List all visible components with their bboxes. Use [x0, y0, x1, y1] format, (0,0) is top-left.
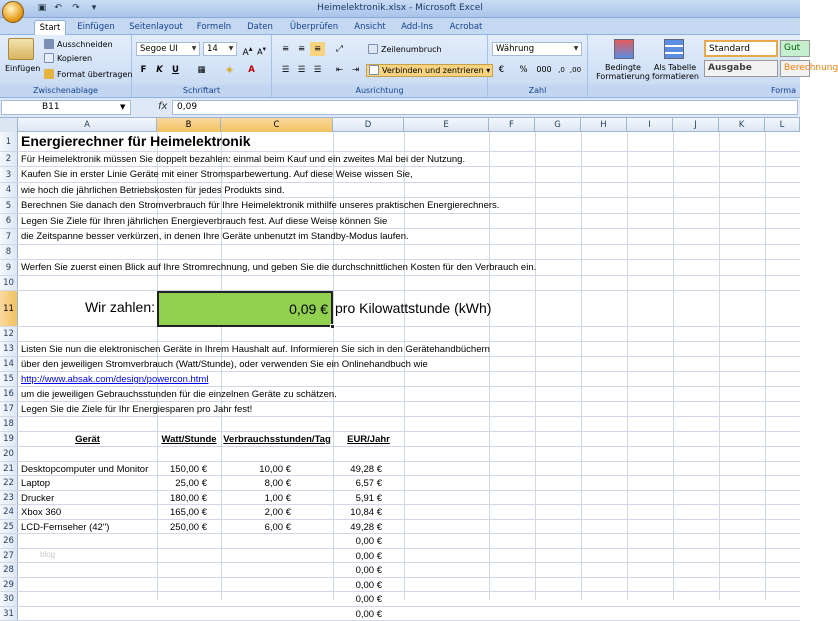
increase-decimal-icon[interactable]: ,0	[558, 66, 565, 74]
row-header[interactable]: 6	[0, 214, 18, 228]
table-row	[0, 229, 800, 245]
column-header-k[interactable]: K	[719, 118, 765, 132]
row-header[interactable]: 4	[0, 183, 18, 197]
font-size-select[interactable]	[203, 42, 237, 56]
column-header-i[interactable]: I	[627, 118, 673, 132]
table-row	[0, 505, 800, 520]
grow-font-button[interactable]: A▴	[242, 44, 253, 58]
intro-text[interactable]: Berechnen Sie danach den Stromverbrauch für Ihre Heimelektronik mithilfe unseres praktischen Energierechners.	[21, 200, 500, 211]
wrap-label: Zeilenumbruch	[381, 45, 442, 54]
eur-cell[interactable]: 0,00 €	[355, 580, 382, 591]
eur-cell[interactable]: 0,00 €	[355, 609, 382, 620]
scissors-icon	[44, 39, 54, 49]
fx-icon[interactable]: fx	[158, 101, 168, 112]
formula-input[interactable]: 0,09	[172, 100, 798, 115]
style-gut[interactable]: Gut	[780, 40, 810, 57]
watt-cell[interactable]: 150,00 €	[170, 464, 207, 475]
clipboard-group-label: Zwischenablage	[0, 85, 131, 96]
underline-button[interactable]: U	[172, 65, 179, 75]
number-group-label: Zahl	[488, 85, 587, 96]
row-header[interactable]: 25	[0, 520, 18, 533]
hours-cell[interactable]: 1,00 €	[264, 493, 291, 504]
intro-text[interactable]: Für Heimelektronik müssen Sie doppelt bezahlen: einmal beim Kauf und ein zweites Mal bei der Nutzung.	[21, 154, 466, 165]
paste-button[interactable]: Einfügen	[5, 64, 41, 73]
row-header[interactable]: 23	[0, 491, 18, 504]
tab-formeln[interactable]: Formeln	[196, 22, 232, 32]
merge-icon	[369, 65, 379, 75]
table-row	[0, 563, 800, 578]
tab-einfuegen[interactable]: Einfügen	[77, 22, 115, 32]
instruction-text[interactable]: Legen Sie die Ziele für Ihr Energiesparen pro Jahr fest!	[21, 404, 253, 415]
energy-price-value: 0,09 €	[289, 301, 328, 317]
eur-cell[interactable]: 0,00 €	[355, 551, 382, 562]
undo-icon[interactable]: ↶	[54, 3, 62, 13]
row-header[interactable]: 22	[0, 476, 18, 490]
eur-cell[interactable]: 0,00 €	[355, 536, 382, 547]
italic-button[interactable]: K	[156, 65, 163, 75]
row-header[interactable]: 17	[0, 402, 18, 416]
table-row	[0, 327, 800, 342]
row-header[interactable]: 2	[0, 152, 18, 166]
font-family-select[interactable]	[136, 42, 200, 56]
eur-cell[interactable]: 49,28 €	[350, 464, 382, 475]
indent-decrease-icon[interactable]: ⇤	[335, 65, 344, 75]
redo-icon[interactable]: ↷	[72, 3, 80, 13]
window-title: Heimelektronik.xlsx - Microsoft Excel	[317, 3, 483, 13]
format-as-table-button[interactable]: Als Tabelle formatieren	[652, 63, 699, 81]
column-headers	[0, 118, 800, 132]
format-painter-button[interactable]	[44, 69, 133, 80]
eur-cell[interactable]: 0,00 €	[355, 565, 382, 576]
alignment-group	[272, 35, 491, 97]
device-cell[interactable]: LCD-Fernseher (42")	[21, 522, 110, 533]
alignment-group-label: Ausrichtung	[272, 85, 487, 96]
row-header[interactable]: 11	[0, 291, 18, 326]
font-color-icon[interactable]: A	[248, 65, 255, 75]
tab-ueberpruefen[interactable]: Überprüfen	[289, 22, 339, 32]
align-left-icon[interactable]: ☰	[281, 65, 290, 75]
row-header[interactable]: 16	[0, 387, 18, 401]
align-center-icon[interactable]: ☰	[297, 65, 306, 75]
column-header-c[interactable]: C	[221, 118, 333, 132]
column-header-a[interactable]: A	[18, 118, 157, 132]
table-row	[0, 260, 800, 276]
table-row	[0, 476, 800, 491]
cut-label: Ausschneiden	[57, 40, 113, 49]
brush-icon	[44, 69, 54, 79]
eur-cell[interactable]: 0,00 €	[355, 594, 382, 605]
conditional-format-button[interactable]: Bedingte Formatierung	[596, 63, 650, 81]
shrink-font-button[interactable]: A▾	[257, 45, 266, 57]
bold-button[interactable]: F	[140, 65, 147, 75]
ribbon-tabs	[0, 18, 800, 35]
align-middle-icon[interactable]: ≡	[297, 44, 306, 54]
watt-cell[interactable]: 180,00 €	[170, 493, 207, 504]
chevron-down-icon: ▼	[191, 45, 197, 52]
save-icon[interactable]: ▣	[37, 3, 47, 13]
hours-cell[interactable]: 6,00 €	[264, 522, 291, 533]
cut-button[interactable]	[44, 39, 113, 50]
intro-text[interactable]: Kaufen Sie in erster Linie Geräte mit einer Stromsparbewertung. Auf diese Weise wissen Sie,	[21, 169, 413, 180]
row-header[interactable]: 15	[0, 372, 18, 386]
font-size-value: 14	[207, 44, 218, 54]
row-header[interactable]: 18	[0, 417, 18, 431]
table-row	[0, 592, 800, 607]
formula-bar	[0, 98, 800, 118]
column-header-d[interactable]: D	[333, 118, 404, 132]
device-cell[interactable]: Xbox 360	[21, 507, 62, 518]
table-row	[0, 372, 800, 387]
column-header-j[interactable]: J	[673, 118, 719, 132]
ribbon	[0, 35, 838, 98]
table-row	[0, 198, 800, 214]
clipboard-group	[0, 35, 132, 97]
table-row	[0, 214, 800, 229]
number-format-value: Währung	[496, 44, 535, 54]
number-group	[488, 35, 588, 97]
wrap-text-button[interactable]	[368, 44, 442, 55]
format-painter-label: Format übertragen	[57, 70, 133, 79]
copy-button[interactable]	[44, 53, 92, 64]
column-header-g[interactable]: G	[535, 118, 581, 132]
table-row	[0, 357, 800, 372]
office-button[interactable]	[2, 1, 24, 23]
row-header[interactable]: 28	[0, 563, 18, 577]
copy-icon	[44, 53, 54, 63]
fill-color-icon[interactable]: ◈	[226, 65, 233, 75]
tab-addins[interactable]: Add-Ins	[401, 22, 433, 32]
table-row	[0, 245, 800, 260]
number-format-select[interactable]	[492, 42, 582, 56]
table-row	[0, 491, 800, 505]
table-row	[0, 534, 800, 549]
pay-label[interactable]: Wir zahlen:	[84, 299, 155, 315]
watt-cell[interactable]: 165,00 €	[170, 507, 207, 518]
chevron-down-icon: ▼	[228, 45, 234, 52]
row-header[interactable]: 5	[0, 198, 18, 213]
font-group	[132, 35, 272, 97]
quick-access-dropdown-icon[interactable]: ▾	[91, 3, 97, 13]
percent-button[interactable]: %	[519, 65, 528, 75]
row-header[interactable]: 3	[0, 167, 18, 182]
tab-acrobat[interactable]: Acrobat	[449, 22, 483, 32]
thousands-button[interactable]: 000	[536, 65, 552, 74]
row-header[interactable]: 12	[0, 327, 18, 341]
row-header[interactable]: 21	[0, 462, 18, 475]
align-top-icon[interactable]: ≡	[281, 44, 290, 54]
device-cell[interactable]: Drucker	[21, 493, 55, 504]
table-row	[0, 167, 800, 183]
paste-icon[interactable]	[8, 38, 34, 60]
row-header[interactable]: 8	[0, 245, 18, 259]
tab-start[interactable]: Start	[34, 20, 66, 35]
title-bar	[0, 0, 800, 18]
select-all-corner[interactable]	[0, 118, 18, 132]
column-label-hours[interactable]: Verbrauchsstunden/Tag	[223, 434, 331, 445]
chevron-down-icon: ▼	[573, 45, 579, 52]
watt-cell[interactable]: 250,00 €	[170, 522, 207, 533]
watermark-text: blog	[40, 550, 56, 559]
table-row	[0, 276, 800, 291]
style-standard[interactable]: Standard	[704, 40, 778, 57]
row-header[interactable]: 20	[0, 447, 18, 461]
column-label-geraet[interactable]: Gerät	[75, 434, 100, 445]
intro-text[interactable]: wie hoch die jährlichen Betriebskosten für jedes Produkts sind.	[21, 185, 285, 196]
align-bottom-icon[interactable]: ≡	[310, 42, 325, 56]
hours-cell[interactable]: 2,00 €	[264, 507, 291, 518]
merge-center-button[interactable]: Verbinden und zentrieren ▾	[366, 64, 493, 77]
column-header-b[interactable]: B	[157, 118, 221, 132]
watt-cell[interactable]: 25,00 €	[175, 478, 207, 489]
align-right-icon[interactable]: ☰	[313, 65, 322, 75]
font-family-value: Segoe UI	[140, 44, 178, 54]
table-row	[0, 549, 800, 563]
table-row	[0, 447, 800, 462]
column-header-e[interactable]: E	[404, 118, 489, 132]
tab-seitenlayout[interactable]: Seitenlayout	[129, 22, 183, 32]
wrap-icon	[368, 44, 378, 54]
worksheet	[0, 118, 800, 620]
conditional-format-icon[interactable]	[614, 39, 634, 59]
instruction-text[interactable]: um die jeweiligen Gebrauchsstunden für die einzelnen Geräte zu schätzen.	[21, 389, 337, 400]
pay-unit-label[interactable]: pro Kilowattstunde (kWh)	[335, 300, 492, 316]
name-box[interactable]: B11	[1, 100, 131, 115]
intro-text[interactable]: die Zeitspanne besser verkürzen, in denen Ihre Geräte unbenutzt im Standby-Modus laufen.	[21, 231, 409, 242]
eur-cell[interactable]: 5,91 €	[355, 493, 382, 504]
merge-label: Verbinden und zentrieren	[382, 66, 484, 75]
row-header[interactable]: 26	[0, 534, 18, 548]
tab-ansicht[interactable]: Ansicht	[354, 22, 386, 32]
tab-daten[interactable]: Daten	[247, 22, 273, 32]
sheet-title[interactable]: Energierechner für Heimelektronik	[21, 133, 251, 149]
row-header[interactable]: 13	[0, 342, 18, 356]
hours-cell[interactable]: 10,00 €	[259, 464, 291, 475]
table-row	[0, 432, 800, 447]
row-header[interactable]: 14	[0, 357, 18, 371]
row-header[interactable]: 29	[0, 578, 18, 591]
column-label-watt[interactable]: Watt/Stunde	[161, 434, 217, 445]
decrease-decimal-icon[interactable]: ,00	[569, 66, 582, 74]
column-header-f[interactable]: F	[489, 118, 535, 132]
orientation-icon[interactable]: ⤢	[336, 44, 343, 54]
column-label-eur[interactable]: EUR/Jahr	[347, 434, 390, 445]
hours-cell[interactable]: 8,00 €	[264, 478, 291, 489]
row-header[interactable]: 30	[0, 592, 18, 606]
indent-increase-icon[interactable]: ⇥	[351, 65, 360, 75]
energy-price-input[interactable]	[157, 291, 333, 327]
name-box-dropdown-icon[interactable]: ▼	[120, 103, 126, 111]
instruction-text[interactable]: Werfen Sie zuerst einen Blick auf Ihre Stromrechnung, und geben Sie die durchschnittlichen Kosten für den Verbrauch ein.	[21, 262, 537, 273]
style-berechnung[interactable]: Berechnung	[780, 60, 810, 77]
table-format-icon[interactable]	[664, 39, 684, 59]
fill-handle[interactable]	[330, 324, 335, 329]
eur-cell[interactable]: 49,28 €	[350, 522, 382, 533]
instruction-text[interactable]: über den jeweiligen Stromverbrauch (Watt/Stunde), oder verwenden Sie ein Onlinehandbuch wie	[21, 359, 428, 370]
table-row	[0, 520, 800, 534]
table-row	[0, 462, 800, 476]
table-row	[0, 417, 800, 432]
table-row	[0, 132, 800, 152]
row-header[interactable]: 7	[0, 229, 18, 244]
styles-group-label: Forma	[588, 85, 800, 96]
row-header[interactable]: 31	[0, 607, 18, 620]
eur-cell[interactable]: 10,84 €	[350, 507, 382, 518]
device-cell[interactable]: Desktopcomputer und Monitor	[21, 464, 149, 475]
row-header[interactable]: 24	[0, 505, 18, 519]
accounting-icon[interactable]: €	[498, 65, 505, 75]
table-row	[0, 342, 800, 357]
row-header[interactable]: 27	[0, 549, 18, 562]
table-row	[0, 152, 800, 167]
row-header[interactable]: 9	[0, 260, 18, 275]
column-header-l[interactable]: L	[765, 118, 800, 132]
instruction-text[interactable]: Listen Sie nun die elektronischen Geräte in Ihrem Haushalt auf. Informieren Sie sich in den Gerätehandbüchern	[21, 344, 490, 355]
font-group-label: Schriftart	[132, 85, 271, 96]
table-row	[0, 578, 800, 592]
column-header-h[interactable]: H	[581, 118, 627, 132]
row-header[interactable]: 19	[0, 432, 18, 446]
row-header[interactable]: 1	[0, 132, 18, 151]
powercon-link[interactable]: http://www.absak.com/design/powercon.html	[21, 374, 209, 385]
device-cell[interactable]: Laptop	[21, 478, 51, 489]
table-row	[0, 607, 800, 621]
style-ausgabe[interactable]: Ausgabe	[704, 60, 778, 77]
styles-group	[588, 35, 838, 97]
table-row	[0, 387, 800, 402]
borders-icon[interactable]: ▦	[197, 65, 206, 75]
intro-text[interactable]: Legen Sie Ziele für Ihren jährlichen Energieverbrauch fest. Auf diese Weise können Sie	[21, 216, 388, 227]
row-header[interactable]: 10	[0, 276, 18, 290]
table-row	[0, 183, 800, 198]
copy-label: Kopieren	[57, 54, 93, 63]
eur-cell[interactable]: 6,57 €	[355, 478, 382, 489]
table-row	[0, 402, 800, 417]
